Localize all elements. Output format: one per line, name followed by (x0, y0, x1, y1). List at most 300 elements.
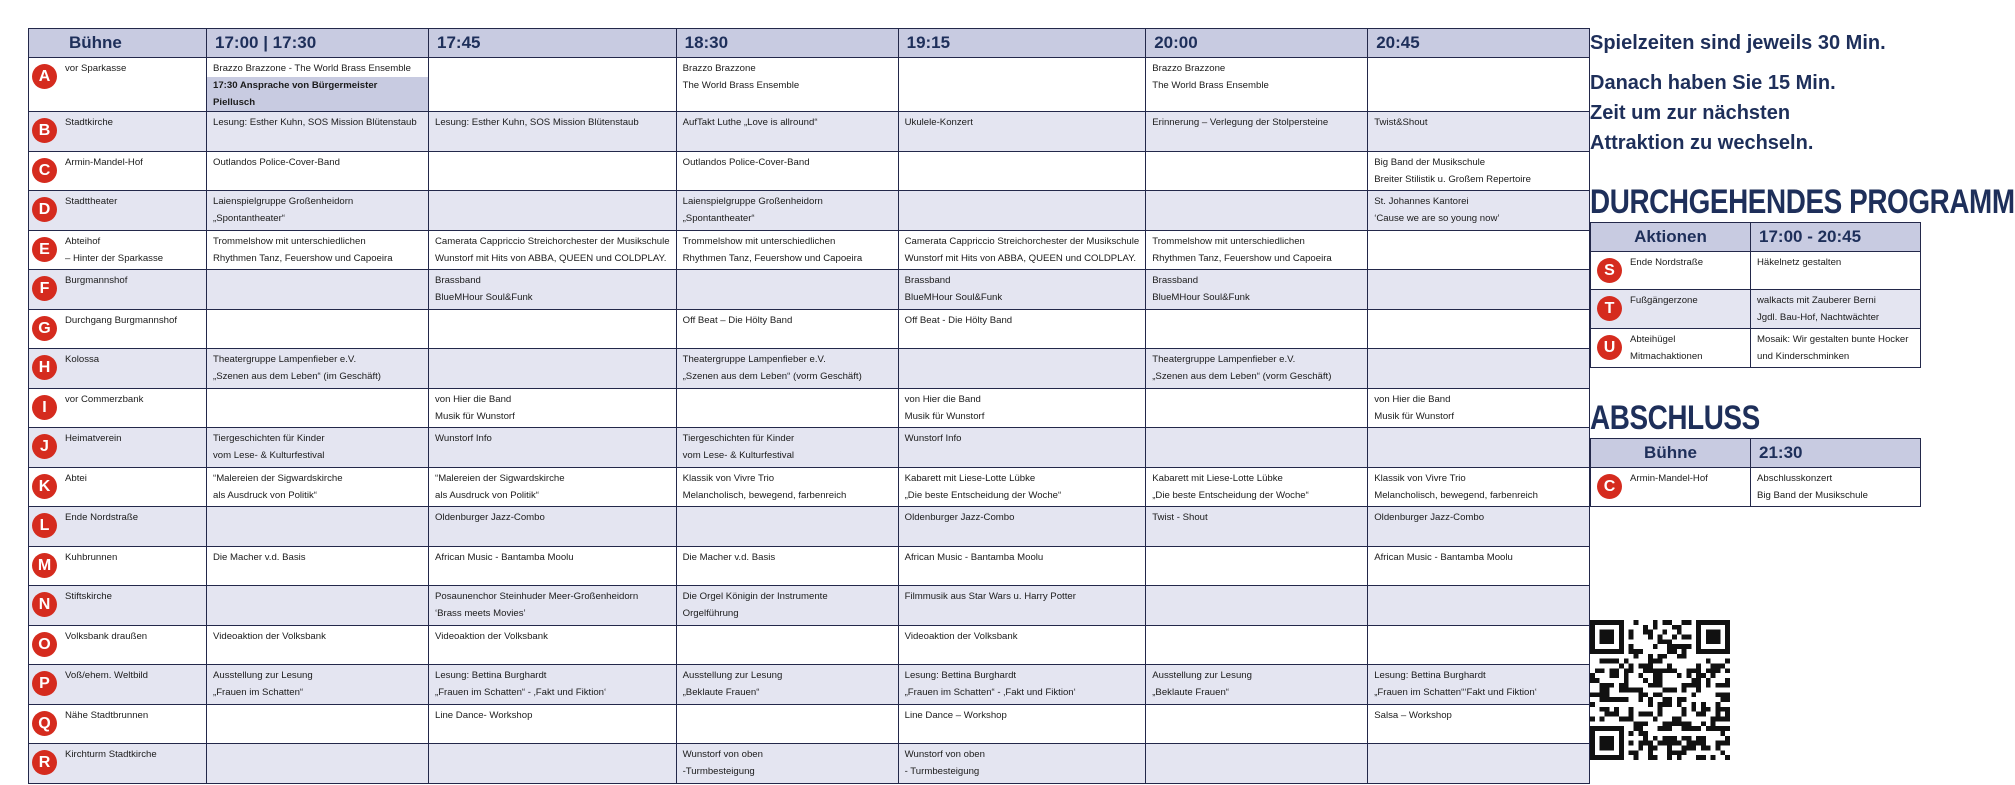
stage-cell (29, 704, 207, 744)
text-line: „Szenen aus dem Leben“ (vorm Geschäft) (682, 371, 862, 382)
event-cell (1146, 625, 1368, 665)
text-line: walkacts mit Zauberer Berni (1757, 295, 1876, 306)
event-cell (1368, 467, 1590, 507)
qr-module (1701, 673, 1706, 678)
qr-module (1677, 673, 1682, 678)
text-line: von Hier die Band (904, 393, 981, 405)
qr-module (1677, 750, 1682, 755)
event-cell (1146, 507, 1368, 547)
text-line: Lesung: Esther Kuhn, SOS Mission Blütenstaub (435, 117, 639, 128)
event-cell (1146, 191, 1368, 231)
text-line: – Hinter der Sparkasse (65, 252, 164, 264)
stage-cell (29, 349, 207, 389)
event-cell (207, 744, 429, 784)
text-line: „Szenen aus dem Leben“ (vorm Geschäft) (1152, 371, 1332, 382)
event-cell (898, 704, 1146, 744)
place-cell (1591, 468, 1751, 507)
place (1597, 254, 1744, 283)
text-line: als Ausdruck von Politik“ (213, 489, 317, 501)
stage-name (65, 60, 126, 77)
qr-module (1672, 634, 1677, 639)
qr-module (1677, 741, 1682, 746)
event-cell (898, 665, 1146, 705)
qr-module (1667, 620, 1672, 625)
event-cell (429, 704, 677, 744)
stage (35, 391, 200, 420)
qr-module (1667, 741, 1672, 746)
stage-letter-badge: E (32, 237, 57, 262)
qr-module (1716, 668, 1721, 673)
change-note (1590, 68, 1930, 158)
event-cell (207, 546, 429, 586)
stage (35, 312, 200, 341)
qr-module (1653, 625, 1658, 630)
qr-module (1667, 668, 1672, 673)
stage-letter-badge: R (32, 750, 57, 775)
qr-module (1643, 712, 1648, 717)
qr-module (1691, 707, 1696, 712)
text-line: „Frauen im Schatten“‘Fakt und Fiktion‘ (1374, 687, 1537, 698)
qr-module (1662, 630, 1667, 635)
qr-module (1677, 702, 1682, 707)
event-cell (1146, 58, 1368, 112)
qr-module (1600, 707, 1605, 712)
event-cell (1146, 665, 1368, 705)
text-line: „Spontantheater“ (682, 213, 755, 224)
event-cell (1368, 230, 1590, 270)
qr-module (1658, 702, 1663, 707)
event-cell (676, 428, 898, 468)
qr-module (1667, 736, 1672, 741)
time-column-header: 17:45 (429, 29, 677, 58)
qr-module (1648, 750, 1653, 755)
text-line: Mosaik: Wir gestalten bunte Hocker (1757, 334, 1909, 345)
qr-module (1667, 726, 1672, 731)
event-cell (898, 58, 1146, 112)
qr-module (1600, 668, 1605, 673)
qr-module (1677, 697, 1682, 702)
event-cell (898, 309, 1146, 349)
stage-letter-badge: N (32, 592, 57, 617)
qr-module (1653, 659, 1658, 664)
event-cell (1146, 230, 1368, 270)
qr-module (1716, 741, 1721, 746)
text-line: Lesung: Esther Kuhn, SOS Mission Blütenstaub (213, 117, 417, 128)
place-cell (1591, 290, 1751, 329)
qr-module (1648, 659, 1653, 664)
event-cell (676, 58, 898, 112)
stage-letter-badge: G (32, 316, 57, 341)
schedule-header-row (29, 29, 1590, 58)
qr-module (1672, 736, 1677, 741)
qr-module (1648, 755, 1653, 760)
event-cell (207, 625, 429, 665)
qr-module (1720, 726, 1725, 731)
qr-module (1687, 741, 1692, 746)
qr-module (1706, 746, 1711, 751)
text-line: vor Commerzbank (65, 393, 144, 405)
text-line: Outlandos Police-Cover-Band (213, 156, 340, 168)
text-line: Off Beat - Die Hölty Band (904, 314, 1013, 326)
stage-name (65, 391, 143, 408)
stage-name (65, 746, 157, 763)
qr-module (1682, 634, 1687, 639)
text-line: African Music - Bantamba Moolu (904, 551, 1044, 563)
qr-module (1725, 726, 1730, 731)
qr-module (1682, 644, 1687, 649)
qr-module (1672, 649, 1677, 654)
qr-module (1706, 630, 1720, 644)
text-line: Trommelshow mit unterschiedlichen (682, 235, 836, 247)
qr-module (1643, 736, 1648, 741)
schedule-row (29, 467, 1590, 507)
closing-title: ABSCHLUSS (1590, 399, 1760, 437)
qr-module (1638, 692, 1643, 697)
qr-module (1672, 668, 1677, 673)
schedule-row (29, 349, 1590, 389)
qr-module (1648, 630, 1653, 635)
text-line: Lesung: Bettina Burghardt (1374, 670, 1486, 681)
qr-module (1619, 683, 1624, 688)
event-cell (1368, 151, 1590, 191)
event-cell (1146, 744, 1368, 784)
activity-cell (1751, 290, 1921, 329)
text-line: Wunstorf mit Hits von ABBA, QUEEN und COLDPLAY. (904, 252, 1137, 264)
event-cell (429, 309, 677, 349)
text-line: Videoaktion der Volksbank (435, 630, 548, 642)
text-line: Häkelnetz gestalten (1757, 257, 1842, 268)
schedule-row (29, 230, 1590, 270)
event-cell (1146, 428, 1368, 468)
qr-module (1614, 659, 1619, 664)
qr-module (1643, 625, 1648, 630)
place-name (1630, 331, 1703, 365)
text-line: Musik für Wunstorf (904, 410, 985, 422)
program-row (1591, 252, 1921, 290)
program-title: DURCHGEHENDES PROGRAMM (1590, 183, 2015, 221)
qr-module (1687, 746, 1692, 751)
qr-module (1706, 726, 1711, 731)
qr-module (1614, 707, 1619, 712)
event-cell (1146, 270, 1368, 310)
qr-module (1687, 673, 1692, 678)
stage-letter-badge: P (32, 671, 57, 696)
text-line: und Kinderschminken (1757, 351, 1850, 362)
qr-module (1629, 707, 1634, 712)
text-line: African Music - Bantamba Moolu (1374, 551, 1513, 563)
text-line: Musik für Wunstorf (435, 410, 515, 422)
qr-module (1600, 688, 1605, 693)
qr-code-icon[interactable] (1590, 620, 1730, 760)
schedule-row (29, 191, 1590, 231)
event-cell (207, 586, 429, 626)
event-cell (676, 191, 898, 231)
qr-module (1658, 741, 1663, 746)
qr-module (1677, 721, 1682, 726)
stage-name (65, 628, 147, 645)
stage (35, 114, 200, 143)
stage (35, 193, 200, 222)
text-line: Filmmusik aus Star Wars u. Harry Potter (904, 591, 1076, 602)
event-cell (898, 151, 1146, 191)
text-line: Laienspielgruppe Großenheidorn (682, 196, 823, 207)
stage (35, 509, 200, 538)
event-cell (1368, 58, 1590, 112)
stage-cell (29, 586, 207, 626)
event-cell (1146, 349, 1368, 389)
text-line: Wunstorf von oben (682, 749, 763, 760)
qr-module (1682, 746, 1687, 751)
event-cell (429, 546, 677, 586)
qr-module (1716, 746, 1721, 751)
qr-module (1629, 668, 1634, 673)
qr-module (1725, 712, 1730, 717)
stage-cell (29, 507, 207, 547)
qr-module (1672, 721, 1677, 726)
qr-module (1711, 663, 1716, 668)
stage-letter-badge: B (32, 118, 57, 143)
qr-module (1682, 688, 1687, 693)
text-line: „Die beste Entscheidung der Woche“ (1152, 489, 1309, 501)
text-line: Camerata Cappriccio Streichorchester der Musikschule (435, 235, 670, 247)
text-line: Twist&Shout (1374, 117, 1428, 128)
qr-module (1696, 755, 1701, 760)
place (1597, 292, 1744, 321)
text-line: Armin-Mandel-Hof (1630, 473, 1708, 484)
event-cell (429, 191, 677, 231)
stage-name (65, 154, 143, 171)
text-line: Ukulele-Konzert (904, 117, 973, 128)
event-cell (676, 388, 898, 428)
text-line: Rhythmen Tanz, Feuershow und Capoeira (1152, 252, 1332, 264)
qr-module (1648, 702, 1653, 707)
text-line: Brazzo Brazzone (1152, 63, 1226, 74)
text-line: ‘Brass meets Movies’ (435, 608, 526, 619)
text-line: Volksbank draußen (65, 630, 148, 642)
place (1597, 470, 1744, 499)
stage-cell (29, 309, 207, 349)
qr-module (1600, 692, 1605, 697)
time-column-header: 20:45 (1368, 29, 1590, 58)
event-cell (429, 744, 677, 784)
qr-module (1716, 712, 1721, 717)
qr-module (1696, 673, 1701, 678)
qr-module (1677, 625, 1682, 630)
event-cell (429, 230, 677, 270)
qr-module (1720, 663, 1725, 668)
qr-module (1691, 702, 1696, 707)
qr-module (1633, 721, 1638, 726)
qr-module (1720, 731, 1725, 736)
qr-module (1716, 702, 1721, 707)
text-line: Oldenburger Jazz-Combo (904, 512, 1015, 523)
qr-module (1696, 688, 1701, 693)
schedule-row (29, 388, 1590, 428)
qr-module (1638, 746, 1643, 751)
event-cell (1368, 349, 1590, 389)
qr-module (1624, 688, 1629, 693)
qr-module (1720, 707, 1725, 712)
event-cell (676, 507, 898, 547)
qr-module (1682, 654, 1687, 659)
event-cell (207, 704, 429, 744)
stage-cell (29, 546, 207, 586)
qr-module (1682, 712, 1687, 717)
qr-module (1677, 644, 1682, 649)
event-cell (429, 467, 677, 507)
qr-module (1619, 663, 1624, 668)
stage-name (65, 272, 127, 289)
qr-module (1725, 659, 1730, 664)
event-cell (1368, 309, 1590, 349)
text-line: Armin-Mandel-Hof (65, 156, 143, 168)
text-line: Lesung: Bettina Burghardt (435, 670, 547, 681)
qr-module (1696, 726, 1701, 731)
qr-module (1725, 692, 1730, 697)
text-line: Wunstorf Info (904, 433, 962, 444)
qr-module (1604, 707, 1609, 712)
qr-module (1590, 717, 1595, 722)
qr-module (1658, 683, 1663, 688)
stage-name (65, 114, 113, 131)
text-line: AufTakt Luthe „Love is allround“ (682, 117, 818, 128)
qr-module (1682, 683, 1687, 688)
qr-module (1658, 726, 1663, 731)
qr-module (1629, 630, 1634, 635)
text-line: „Spontantheater“ (213, 213, 285, 224)
stage (35, 667, 200, 696)
qr-module (1653, 755, 1658, 760)
qr-module (1691, 683, 1696, 688)
stage-letter-badge: Q (32, 711, 57, 736)
qr-module (1638, 721, 1643, 726)
text-line: BlueMHour Soul&Funk (1152, 292, 1250, 303)
event-cell (207, 151, 429, 191)
text-line: Brazzo Brazzone (682, 63, 756, 74)
text-line: Ende Nordstraße (1630, 257, 1704, 268)
qr-module (1624, 673, 1629, 678)
text-line: Laienspielgruppe Großenheidorn (213, 196, 354, 207)
text-line: „Frauen im Schatten“ (213, 687, 304, 698)
schedule-row (29, 112, 1590, 152)
qr-module (1648, 654, 1653, 659)
qr-module (1653, 620, 1658, 625)
schedule-row (29, 309, 1590, 349)
text-line: „Szenen aus dem Leben“ (im Geschäft) (213, 371, 381, 382)
qr-module (1687, 721, 1692, 726)
event-cell (898, 349, 1146, 389)
event-cell (429, 270, 677, 310)
event-cell (898, 467, 1146, 507)
text-line: St. Johannes Kantorei (1374, 196, 1469, 207)
place-name (1630, 292, 1698, 309)
qr-module (1720, 697, 1725, 702)
text-line: Oldenburger Jazz-Combo (1374, 512, 1485, 523)
text-line: Melancholisch, bewegend, farbenreich (1374, 489, 1538, 501)
program-header-time: 17:00 - 20:45 (1751, 223, 1921, 252)
event-cell (1368, 388, 1590, 428)
qr-module (1701, 741, 1706, 746)
text-line: Kabarett mit Liese-Lotte Lübke (1152, 472, 1283, 484)
qr-module (1677, 654, 1682, 659)
text-line: Brazzo Brazzone - The World Brass Ensemble (213, 63, 411, 74)
qr-module (1643, 692, 1648, 697)
qr-module (1672, 644, 1677, 649)
qr-module (1720, 692, 1725, 697)
schedule-row (29, 58, 1590, 112)
qr-module (1600, 717, 1605, 722)
qr-module (1590, 678, 1595, 683)
place-name (1630, 254, 1703, 271)
stage-name (65, 667, 148, 684)
text-line: BlueMHour Soul&Funk (904, 292, 1003, 303)
qr-module (1629, 649, 1634, 654)
stage-letter-badge: I (32, 395, 57, 420)
change-note-line: Zeit um zur nächsten (1590, 102, 1791, 124)
change-note-line: Attraktion zu wechseln. (1590, 132, 1814, 154)
text-line: Rhythmen Tanz, Feuershow und Capoeira (682, 252, 863, 264)
qr-module (1658, 634, 1663, 639)
closing-table (1590, 438, 1921, 507)
stage-letter-badge: O (32, 632, 57, 657)
qr-module (1653, 673, 1658, 678)
qr-module (1643, 630, 1648, 635)
event-cell (898, 586, 1146, 626)
event-cell (1368, 744, 1590, 784)
qr-module (1638, 731, 1643, 736)
event-cell (676, 151, 898, 191)
qr-module (1711, 755, 1716, 760)
qr-module (1643, 721, 1648, 726)
qr-module (1701, 721, 1706, 726)
event-cell (898, 191, 1146, 231)
qr-module (1662, 654, 1667, 659)
qr-module (1653, 692, 1658, 697)
qr-module (1653, 736, 1658, 741)
text-line: Erinnerung – Verlegung der Stolpersteine (1152, 117, 1329, 128)
qr-module (1619, 717, 1624, 722)
qr-module (1653, 746, 1658, 751)
text-line: Kabarett mit Liese-Lotte Lübke (904, 472, 1036, 484)
text-line: Theatergruppe Lampenfieber e.V. (682, 354, 826, 365)
event-cell (1368, 507, 1590, 547)
event-cell (207, 665, 429, 705)
text-line: Tiergeschichten für Kinder (213, 433, 325, 444)
qr-module (1648, 683, 1653, 688)
qr-module (1609, 697, 1614, 702)
text-line: Salsa – Workshop (1374, 709, 1452, 721)
qr-module (1667, 649, 1672, 654)
qr-module (1648, 697, 1653, 702)
qr-module (1590, 692, 1595, 697)
event-cell (676, 546, 898, 586)
stage-name (65, 430, 122, 447)
event-cell (898, 388, 1146, 428)
text-line: The World Brass Ensemble (1152, 80, 1269, 91)
stage (35, 233, 200, 267)
text-line: vom Lese- & Kulturfestival (213, 450, 325, 461)
text-line: Abteihof (65, 235, 101, 247)
text-line: Kuhbrunnen (65, 551, 118, 563)
qr-module (1600, 683, 1605, 688)
text-line: als Ausdruck von Politik“ (435, 489, 539, 501)
qr-module (1633, 620, 1638, 625)
qr-module (1667, 697, 1672, 702)
event-cell (1146, 586, 1368, 626)
qr-module (1629, 712, 1634, 717)
stage-name (65, 233, 163, 267)
qr-module (1677, 755, 1682, 760)
